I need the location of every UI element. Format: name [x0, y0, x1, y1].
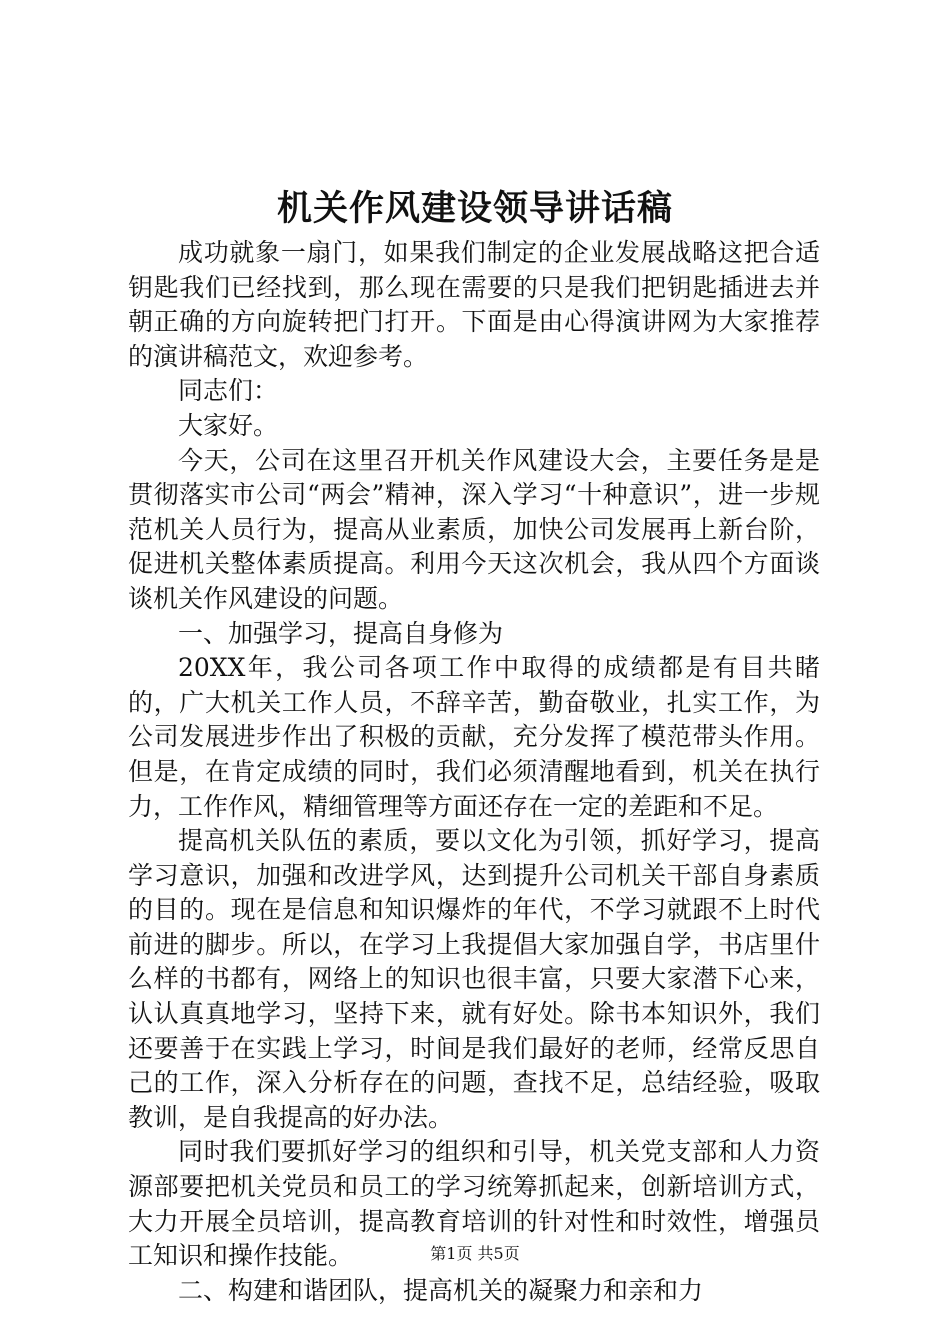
paragraph-opening: 今天，公司在这里召开机关作风建设大会，主要任务是是贯彻落实市公司“两会”精神，深入学习“十种意识”，进一步规范机关人员行为，提高从业素质，加快公司发展再上新台阶，促进机关整体素质提高。利用今天这次机会，我从四个方面谈谈机关作风建设的问题。 — [128, 445, 820, 613]
page-number-footer: 第1页 共5页 — [430, 1244, 520, 1263]
paragraph-learning: 提高机关队伍的素质，要以文化为引领，抓好学习，提高学习意识，加强和改进学风，达到提升公司机关干部自身素质的目的。现在是信息和知识爆炸的年代，不学习就跟不上时代前进的脚步。所以，在学习上我提倡大家加强自学，书店里什么样的书都有，网络上的知识也很丰富，只要大家潜下心来，认认真真地学习，坚持下来，就有好处。除书本知识外，我们还要善于在实践上学习，时间是我们最好的老师，经常反思自己的工作，深入分析存在的问题，查找不足，总结经验，吸取教训，是自我提高的好办法。 — [128, 826, 820, 1132]
section-heading-2: 二、构建和谐团队，提高机关的凝聚力和亲和力 — [178, 1275, 704, 1305]
paragraph-greeting: 大家好。 — [178, 410, 279, 440]
paragraph-intro: 成功就象一扇门，如果我们制定的企业发展战略这把合适钥匙我们已经找到，那么现在需要的只是我们把钥匙插进去并朝正确的方向旋转把门打开。下面是由心得演讲网为大家推荐的演讲稿范文，欢迎参考。 — [128, 238, 820, 371]
document-body — [128, 236, 820, 1308]
document-title: 机关作风建设领导讲话稿 — [276, 188, 673, 229]
paragraph-training: 同时我们要抓好学习的组织和引导，机关党支部和人力资源部要把机关党员和员工的学习统筹抓起来，创新培训方式，大力开展全员培训，提高教育培训的针对性和时效性，增强员工知识和操作技能。 — [128, 1137, 820, 1271]
paragraph-achievements: 20XX年，我公司各项工作中取得的成绩都是有目共睹的，广大机关工作人员，不辞辛苦，勤奋敬业，扎实工作，为公司发展进步作出了积极的贡献，充分发挥了模范带头作用。但是，在肯定成绩的同时，我们必须清醒地看到，机关在执行力，工作作风，精细管理等方面还存在一定的差距和不足。 — [128, 653, 820, 821]
section-heading-1: 一、加强学习，提高自身修为 — [178, 618, 504, 648]
paragraph-salutation: 同志们： — [178, 376, 279, 406]
